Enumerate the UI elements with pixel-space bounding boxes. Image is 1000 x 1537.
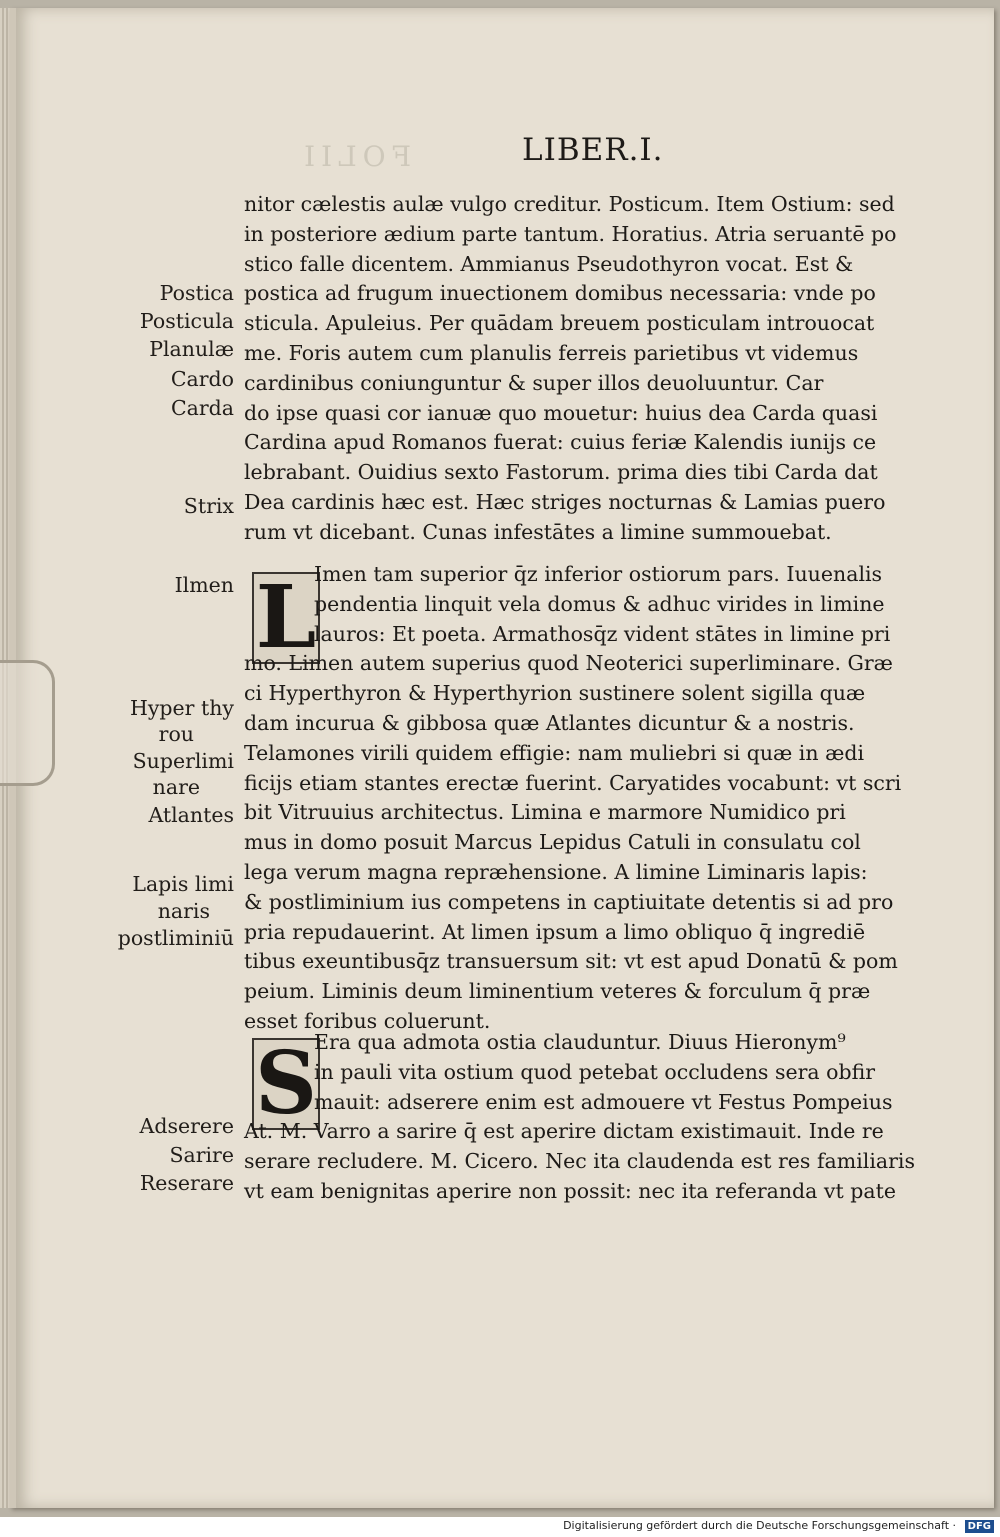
text-line: esset foribus coluerunt. (244, 1008, 491, 1033)
text-line: pria repudauerint. At limen ipsum a limo obliquo q̄ ingrediē (244, 919, 866, 944)
marginal-note: naris (157, 899, 210, 923)
marginal-note: Planulæ (149, 337, 234, 361)
text-line: lega verum magna repræhensione. A limine Liminaris lapis: (244, 859, 868, 884)
text-block-3 (244, 1028, 934, 1207)
text-line: vt eam benignitas aperire non possit: nec ita referanda vt pate (244, 1178, 896, 1203)
text-block-2 (244, 560, 934, 1037)
running-header: LIBER.I. (522, 132, 664, 168)
text-line: lauros: Et poeta. Armathosq̄z vident stātes in limine pri (314, 621, 891, 646)
marginal-note: Hyper thy (129, 696, 234, 720)
bleed-through-text: FOLII (298, 140, 412, 173)
text-line: & postliminium ius competens in captiuitate detentis si ad pro (244, 889, 894, 914)
text-line: Telamones virili quidem effigie: nam muliebri si quæ in ædi (244, 740, 865, 765)
marginal-note: Reserare (139, 1171, 234, 1195)
text-line: Era qua admota ostia clauduntur. Diuus Hieronym⁹ (314, 1030, 846, 1054)
marginal-note: Lapis limi (132, 872, 234, 896)
text-line: in pauli vita ostium quod petebat occludens sera obfir (314, 1059, 876, 1084)
text-line: dam incurua & gibbosa quæ Atlantes dicuntur & a nostris. (244, 710, 855, 735)
marginal-note: Sarire (169, 1143, 234, 1167)
marginal-note: Ilmen (174, 573, 234, 597)
text-line: in posteriore ædium parte tantum. Horatius. Atria seruantē po (244, 221, 897, 246)
text-line: sticula. Apuleius. Per quādam breuem posticulam introuocat (244, 311, 875, 336)
marginal-note: Cardo (170, 367, 234, 391)
marginal-note: Superlimi (132, 749, 234, 773)
text-line: Imen tam superior q̄z inferior ostiorum pars. Iuuenalis (314, 562, 883, 586)
text-block-1 (244, 190, 934, 548)
text-line: me. Foris autem cum planulis ferreis parietibus vt videmus (244, 340, 859, 365)
text-line: Cardina apud Romanos fuerat: cuius feriæ Kalendis iunijs ce (244, 430, 877, 455)
marginal-note: Posticula (139, 309, 234, 333)
footer-bar (0, 1517, 1000, 1537)
marginal-note: rou (158, 722, 194, 746)
text-line: pendentia linquit vela domus & adhuc virides in limine (314, 591, 885, 616)
text-line: bit Vitruuius architectus. Limina e marmore Numidico pri (244, 800, 846, 825)
decorated-initial-s: S (252, 1038, 320, 1130)
footer-credit: Digitalisierung gefördert durch die Deutsche Forschungsgemeinschaft · (563, 1519, 956, 1532)
text-line: mus in domo posuit Marcus Lepidus Catuli in consulatu col (244, 830, 861, 855)
marginal-note: Atlantes (148, 803, 234, 827)
marginal-note: Strix (183, 494, 234, 518)
decorated-initial-l: L (252, 572, 320, 664)
marginal-note: postliminiū (117, 926, 234, 950)
text-line: Dea cardinis hæc est. Hæc striges nocturnas & Lamias puero (244, 489, 886, 514)
text-line: peium. Liminis deum liminentium veteres & forculum q̄ præ (244, 979, 871, 1004)
text-line: nitor cælestis aulæ vulgo creditur. Posticum. Item Ostium: sed (244, 192, 895, 216)
marginal-note: Adserere (139, 1114, 234, 1138)
text-line: ficijs etiam stantes erectæ fuerint. Caryatides vocabunt: vt scri (244, 770, 902, 795)
page-clip (0, 660, 55, 786)
text-line: mo. Limen autem superius quod Neoterici superliminare. Græ (244, 651, 893, 676)
dfg-logo: DFG (965, 1520, 994, 1533)
marginal-note: nare (152, 775, 200, 799)
text-line: rum vt dicebant. Cunas infestātes a limine summouebat. (244, 519, 832, 544)
text-line: serare recludere. M. Cicero. Nec ita claudenda est res familiaris (244, 1149, 915, 1174)
text-line: tibus exeuntibusq̄z transuersum sit: vt est apud Donatū & pom (244, 949, 898, 974)
text-line: postica ad frugum inuectionem domibus necessaria: vnde po (244, 281, 876, 306)
text-line: At. M. Varro a sarire q̄ est aperire dictam existimauit. Inde re (244, 1119, 884, 1144)
text-line: mauit: adserere enim est admouere vt Festus Pompeius (314, 1089, 893, 1114)
marginal-note: Postica (159, 281, 234, 305)
text-line: ci Hyperthyron & Hyperthyrion sustinere solent sigilla quæ (244, 681, 866, 706)
marginal-note: Carda (170, 396, 234, 420)
text-line: do ipse quasi cor ianuæ quo mouetur: huius dea Carda quasi (244, 400, 878, 425)
text-line: cardinibus coniunguntur & super illos deuoluuntur. Car (244, 370, 824, 395)
text-line: stico falle dicentem. Ammianus Pseudothyron vocat. Est & (244, 251, 854, 276)
text-line: lebrabant. Ouidius sexto Fastorum. prima dies tibi Carda dat (244, 460, 878, 485)
